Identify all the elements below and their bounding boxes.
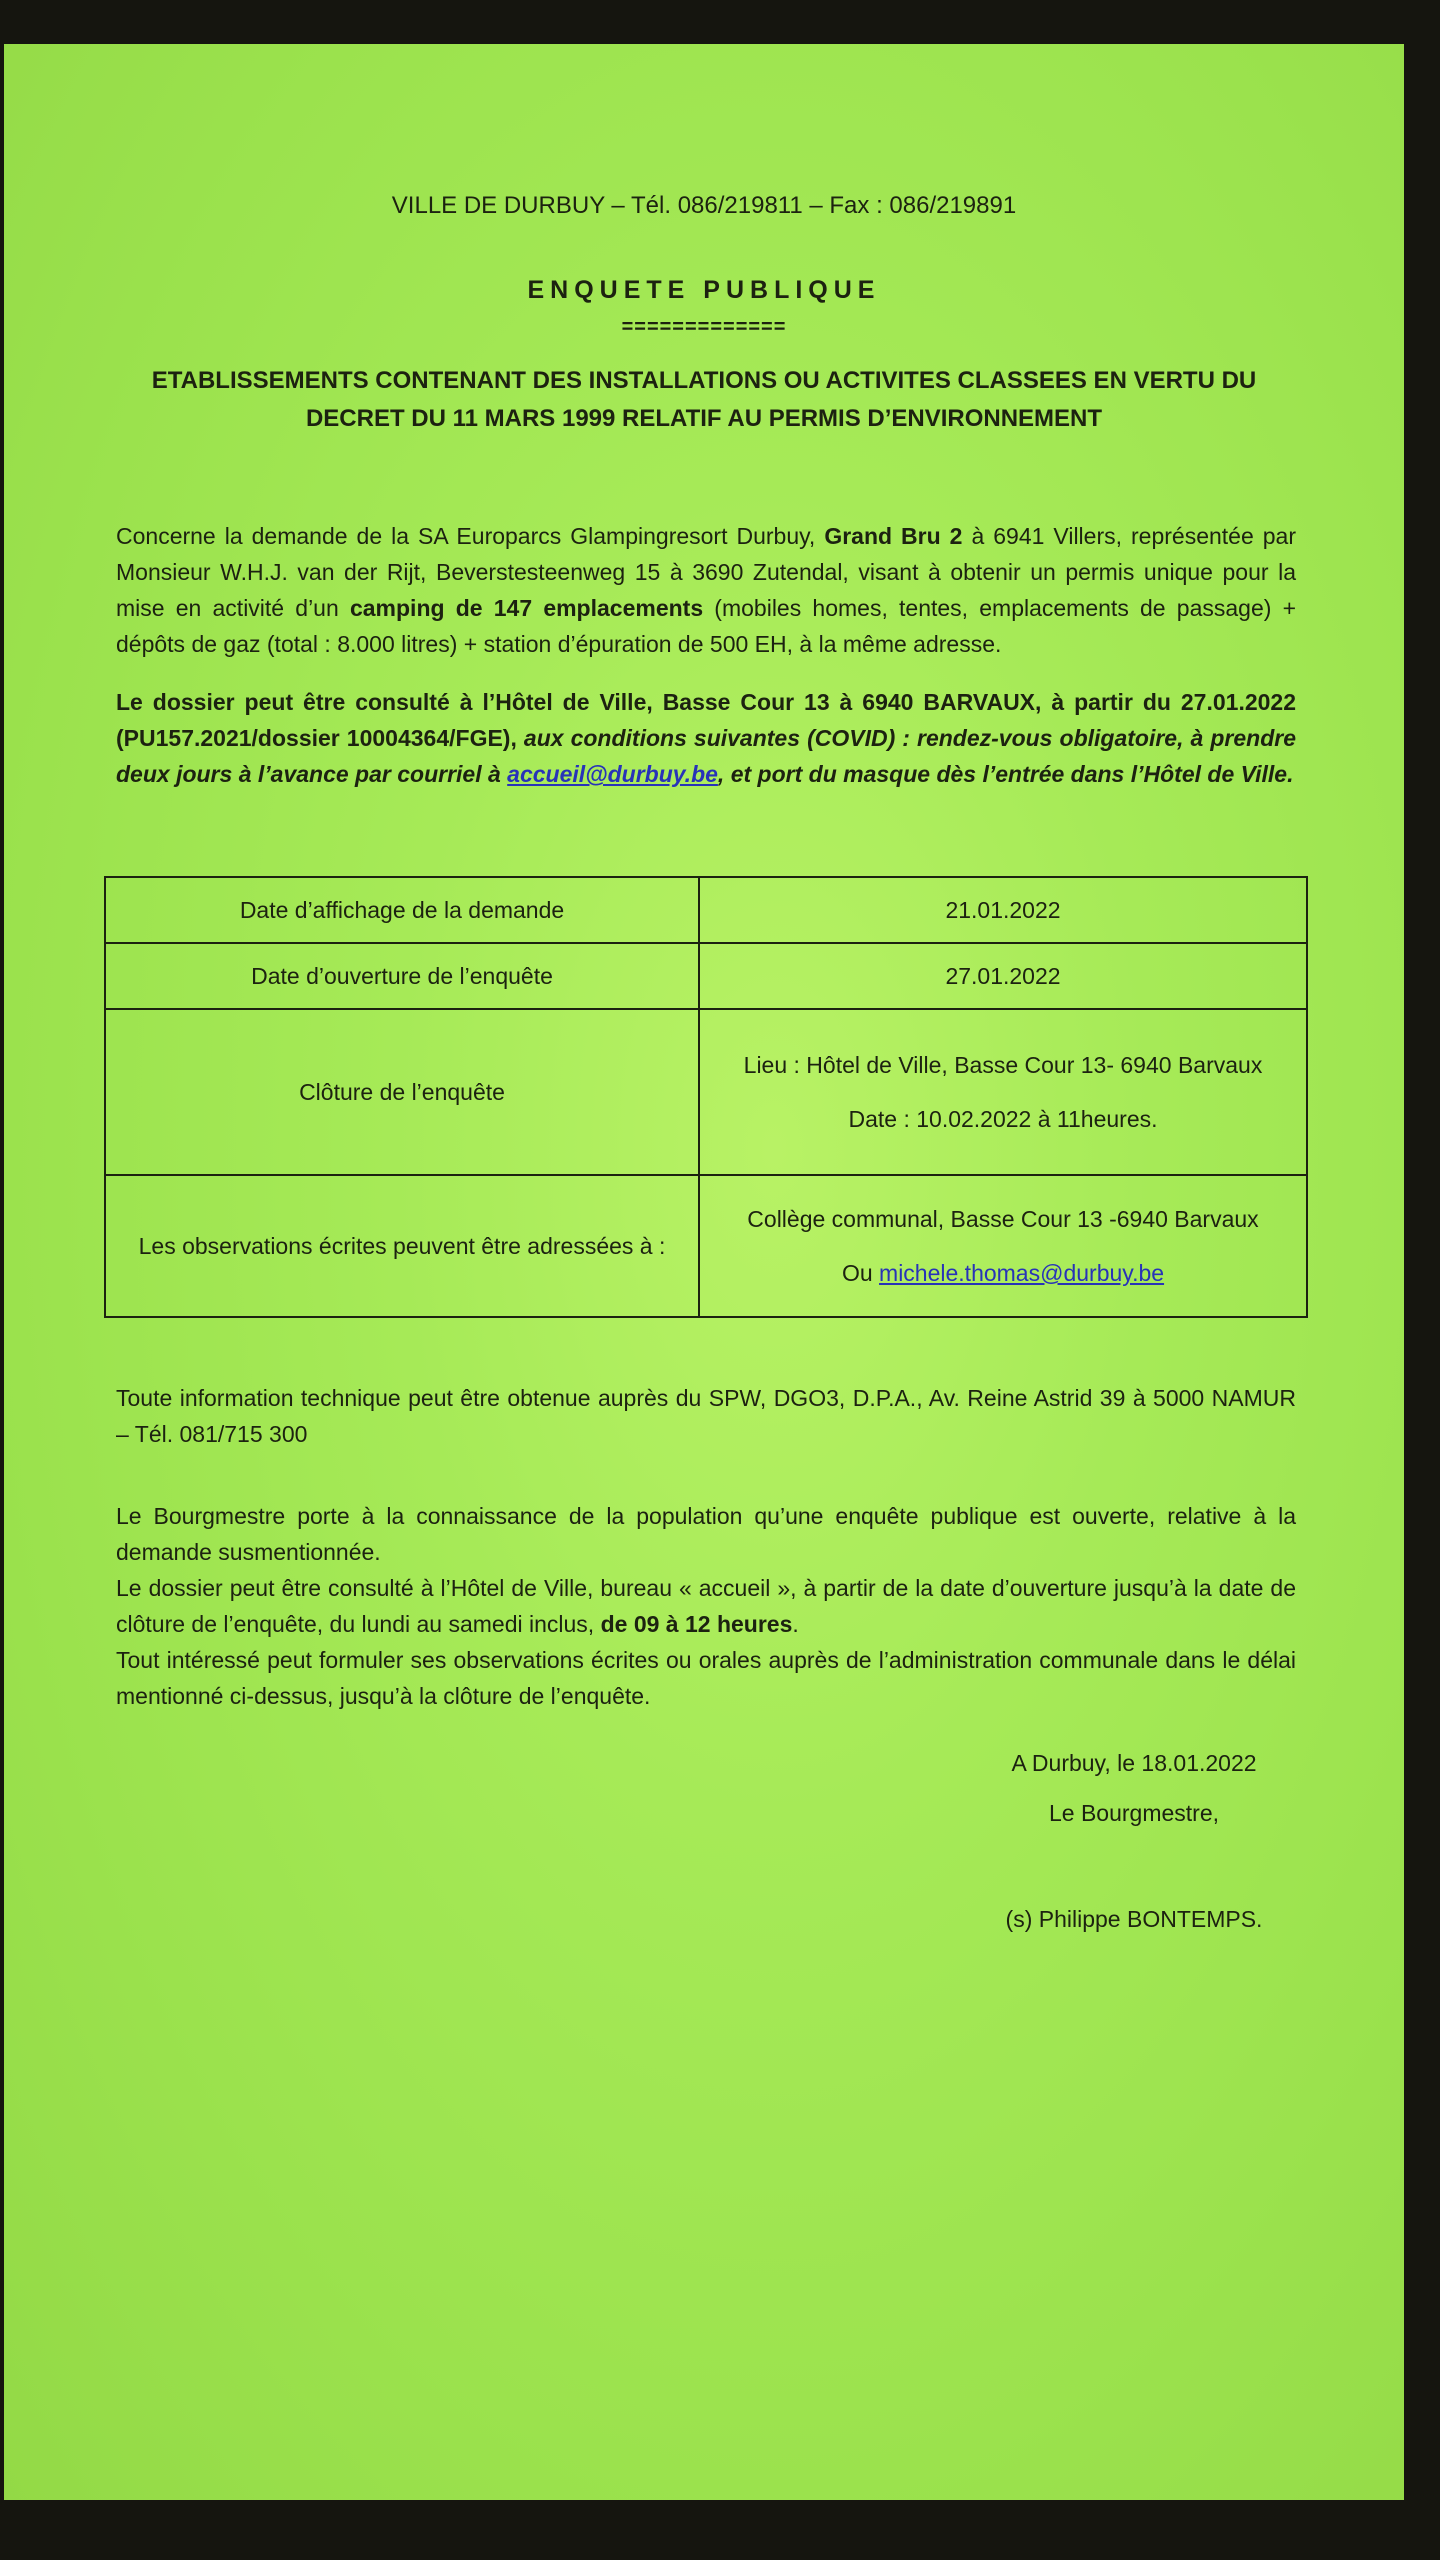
consultation-conditions: aux conditions suivantes (COVID) : rendez-vous obligatoire, à prendre deux jours à l’avance par courriel à	[116, 725, 1297, 787]
observations-email-link[interactable]: michele.thomas@durbuy.be	[879, 1260, 1165, 1286]
mayor-notice-line-2a: Le dossier peut être consulté à l’Hôtel de Ville, bureau « accueil », à partir de la date d’ouverture jusqu’à la date de clôture de l’enquête, du lundi au samedi inclus,	[116, 1575, 1296, 1637]
posting-date-label: Date d’affichage de la demande	[105, 877, 699, 943]
mayor-notice-line-2c: .	[792, 1611, 799, 1637]
request-text-3: (mobiles homes, tentes, emplacements de passage) + dépôts de gaz (total : 8.000 litres) + station d’épuration de 500 EH, à la même adresse.	[116, 595, 1297, 657]
consultation-paragraph	[116, 684, 1296, 792]
enquiry-info-table	[104, 876, 1308, 1318]
subtitle-line-1: ETABLISSEMENTS CONTENANT DES INSTALLATIONS OU ACTIVITES CLASSEES EN VERTU DU	[151, 367, 1257, 394]
table-row	[105, 943, 1307, 1009]
accueil-email-link[interactable]: accueil@durbuy.be	[507, 761, 718, 787]
signature-place-date: A Durbuy, le 18.01.2022	[1011, 1750, 1257, 1776]
table-row	[105, 1175, 1307, 1317]
closing-label: Clôture de l’enquête	[105, 1009, 699, 1175]
contact-line: VILLE DE DURBUY – Tél. 086/219811 – Fax : 086/219891	[391, 192, 1017, 219]
opening-date-label: Date d’ouverture de l’enquête	[105, 943, 699, 1009]
table-row	[105, 1009, 1307, 1175]
request-text-2: à 6941 Villers, représentée par Monsieur W.H.J. van der Rijt, Beverstesteenweg 15 à 3690 Zutendal, visant à obtenir un permis unique pour la mise en activité d’un	[116, 523, 1296, 621]
request-text-1: Concerne la demande de la SA Europarcs Glampingresort Durbuy,	[116, 523, 825, 549]
mayor-notice-line-3: Tout intéressé peut formuler ses observations écrites ou orales auprès de l’administration communale dans le délai mentionné ci-dessus, jusqu’à la clôture de l’enquête.	[116, 1647, 1296, 1709]
subtitle-line-2: DECRET DU 11 MARS 1999 RELATIF AU PERMIS D’ENVIRONNEMENT	[305, 405, 1103, 432]
signature-role: Le Bourgmestre,	[1048, 1800, 1220, 1826]
observations-label: Les observations écrites peuvent être adressées à :	[105, 1175, 699, 1317]
title-separator: =============	[621, 316, 787, 338]
opening-date-value: 27.01.2022	[699, 943, 1307, 1009]
notice-subtitle	[144, 362, 1264, 438]
observations-email-line	[708, 1246, 1298, 1300]
closing-place: Lieu : Hôtel de Ville, Basse Cour 13- 6940 Barvaux	[743, 1052, 1263, 1078]
mayor-notice-paragraph	[116, 1498, 1296, 1714]
signature-name: (s) Philippe BONTEMPS.	[1005, 1906, 1263, 1932]
posting-date-value: 21.01.2022	[699, 877, 1307, 943]
notice-title: ENQUETE PUBLIQUE	[527, 276, 881, 304]
office-hours: de 09 à 12 heures	[600, 1611, 793, 1637]
consultation-text-1: Le dossier peut être consulté à l’Hôtel de Ville, Basse Cour 13 à 6940 BARVAUX, à partir du 27.01.2022 (PU157.2021/dossier 10004364/FGE),	[116, 689, 1296, 751]
request-paragraph	[116, 518, 1296, 662]
closing-value	[699, 1009, 1307, 1175]
closing-date: Date : 10.02.2022 à 11heures.	[848, 1106, 1158, 1132]
request-address: Grand Bru 2	[824, 523, 963, 549]
consultation-text-2: , et port du masque dès l’entrée dans l’Hôtel de Ville.	[717, 761, 1294, 787]
notice-sheet	[4, 44, 1404, 2500]
observations-email-prefix: Ou	[841, 1260, 880, 1286]
observations-address: Collège communal, Basse Cour 13 -6940 Barvaux	[747, 1206, 1259, 1232]
request-camping: camping de 147 emplacements	[349, 595, 704, 621]
technical-info-paragraph: Toute information technique peut être obtenue auprès du SPW, DGO3, D.P.A., Av. Reine Astrid 39 à 5000 NAMUR – Tél. 081/715 300	[116, 1385, 1296, 1447]
observations-value	[699, 1175, 1307, 1317]
mayor-notice-line-1: Le Bourgmestre porte à la connaissance de la population qu’une enquête publique est ouverte, relative à la demande susmentionnée.	[116, 1503, 1296, 1565]
table-row	[105, 877, 1307, 943]
